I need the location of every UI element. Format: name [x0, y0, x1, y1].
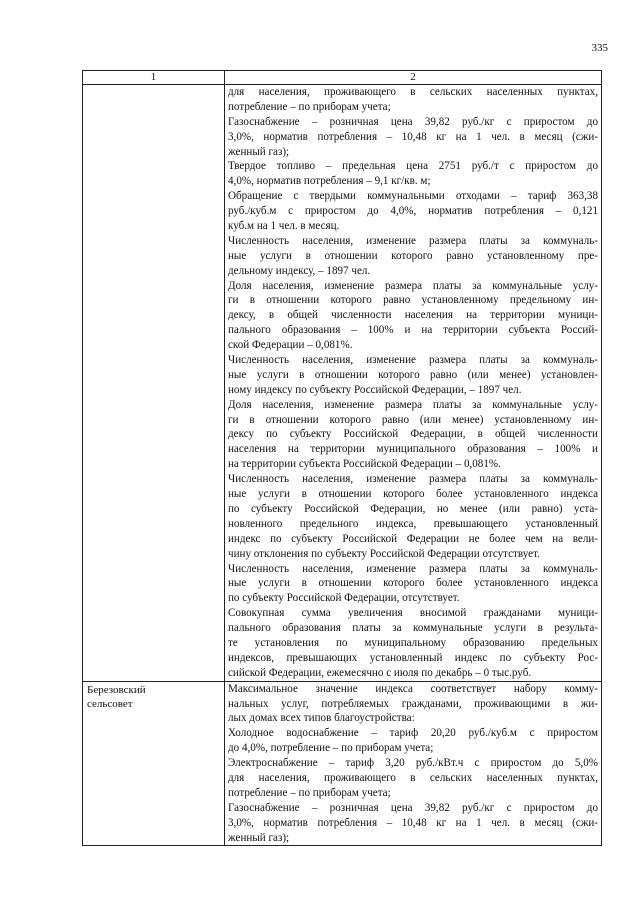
text-line: пального образования платы за коммунальные услуги в результа- [228, 622, 598, 635]
text-line: индекс по субъекту Российской Федерации не более чем на вели- [228, 532, 598, 545]
text-line: ской Федерации – 0,081%. [228, 339, 353, 352]
text-line: ги в отношении которого равно (или менее) установленному ин- [228, 413, 598, 426]
text-line: лых домах всех типов благоустройства: [228, 712, 415, 725]
text-line: 3,0%, норматив потребления – 10,48 кг на 1 чел. в месяц (сжи- [228, 816, 598, 829]
page-number: 335 [591, 42, 608, 54]
text-line: ные услуги в отношении которого равно установленному пре- [228, 249, 598, 262]
text-line: Газоснабжение – розничная цена 39,82 руб./кг с приростом до [228, 115, 598, 128]
text-line: ные услуги в отношении которого более установленного индекса [228, 577, 598, 590]
text-line: для населения, проживающего в сельских населенных пунктах, [228, 86, 598, 98]
text-line: пального образования – 100% и на территории субъекта Россий- [228, 324, 598, 337]
text-line: руб./куб.м с приростом до 4,0%, норматив потребления – 0,121 [228, 205, 598, 218]
text-line: Электроснабжение – тариф 3,20 руб./кВт.ч с приростом до 5,0% [228, 757, 598, 770]
text-line: Твердое топливо – предельная цена 2751 руб./т с приростом до [228, 160, 598, 173]
municipality-cell [83, 681, 225, 846]
table-row [83, 85, 602, 682]
text-line: потребление – по приборам учета; [228, 786, 391, 799]
text-line: 4,0%, норматив потребления – 9,1 кг/кв. м; [228, 175, 431, 188]
text-line: чину отклонения по субъекту Российской Федерации отсутствует. [228, 547, 540, 560]
text-line: ные услуги в отношении которого равно (или менее) установлен- [228, 368, 598, 381]
text-line: Численность населения, изменение размера платы за коммуналь- [228, 562, 598, 575]
text-line: Максимальное значение индекса соответствует набору комму- [228, 682, 598, 695]
text-line: сийской Федерации, ежемесячно с июля по декабрь – 0 тыс.руб. [228, 666, 532, 679]
municipality-name-line: сельсовет [87, 697, 133, 710]
indicators-cell [225, 681, 602, 846]
text-line: ги в отношении которого равно установленному предельному ин- [228, 294, 598, 307]
text-line: ные услуги в отношении которого более установленного индекса [228, 488, 598, 501]
text-line: Численность населения, изменение размера платы за коммуналь- [228, 234, 598, 247]
text-line: по субъекту Российской Федерации, но менее (или равно) уста- [228, 502, 598, 515]
text-line: нальных услуг, потребляемых гражданами, проживающими в жи- [228, 697, 598, 710]
text-line: дексу, в общей численности населения на территории муници- [228, 309, 598, 322]
text-line: куб.м на 1 чел. в месяц. [228, 220, 340, 233]
text-line: на территории субъекта Российской Федерации – 0,081%. [228, 458, 501, 471]
text-line: дельному индексу, – 1897 чел. [228, 264, 371, 277]
column-number-2: 2 [225, 71, 602, 85]
text-line: женный газ); [228, 831, 290, 844]
text-line: дексу по субъекту Российской Федерации, в общей численности [228, 428, 598, 441]
text-line: женный газ); [228, 145, 290, 158]
text-line: новленного предельного индекса, превышающего установленный [228, 517, 598, 530]
municipality-cell [83, 85, 225, 682]
text-line: Численность населения, изменение размера платы за коммуналь- [228, 473, 598, 486]
text-line: для населения, проживающего в сельских населенных пунктах, [228, 771, 598, 784]
text-line: населения на территории муниципального образования – 100% и [228, 443, 598, 456]
tariff-table [82, 70, 602, 846]
text-line: по субъекту Российской Федерации, отсутствует. [228, 592, 460, 605]
text-line: индексов, превышающих установленный индекс по субъекту Рос- [228, 651, 598, 664]
table-row [83, 681, 602, 846]
text-line: Доля населения, изменение размера платы за коммунальные услу- [228, 398, 598, 411]
indicators-cell [225, 85, 602, 682]
text-line: ному индексу по субъекту Российской Федерации, – 1897 чел. [228, 383, 522, 396]
text-line: Холодное водоснабжение – тариф 20,20 руб./куб.м с приростом [228, 727, 598, 740]
text-line: потребление – по приборам учета; [228, 100, 391, 113]
text-line: Газоснабжение – розничная цена 39,82 руб./кг с приростом до [228, 801, 598, 814]
column-number-1: 1 [83, 71, 225, 85]
text-line: те установления по муниципальному образованию предельных [228, 636, 598, 649]
table-header-row [83, 71, 602, 85]
text-line: Численность населения, изменение размера платы за коммуналь- [228, 354, 598, 367]
municipality-name-line: Березовский [87, 683, 146, 696]
text-line: 3,0%, норматив потребления – 10,48 кг на 1 чел. в месяц (сжи- [228, 130, 598, 143]
text-line: Совокупная сумма увеличения вносимой гражданами муници- [228, 607, 598, 620]
text-line: до 4,0%, потребление – по приборам учета; [228, 742, 434, 755]
text-line: Обращение с твердыми коммунальными отходами – тариф 363,38 [228, 190, 598, 203]
text-line: Доля населения, изменение размера платы за коммунальные услу- [228, 279, 598, 292]
